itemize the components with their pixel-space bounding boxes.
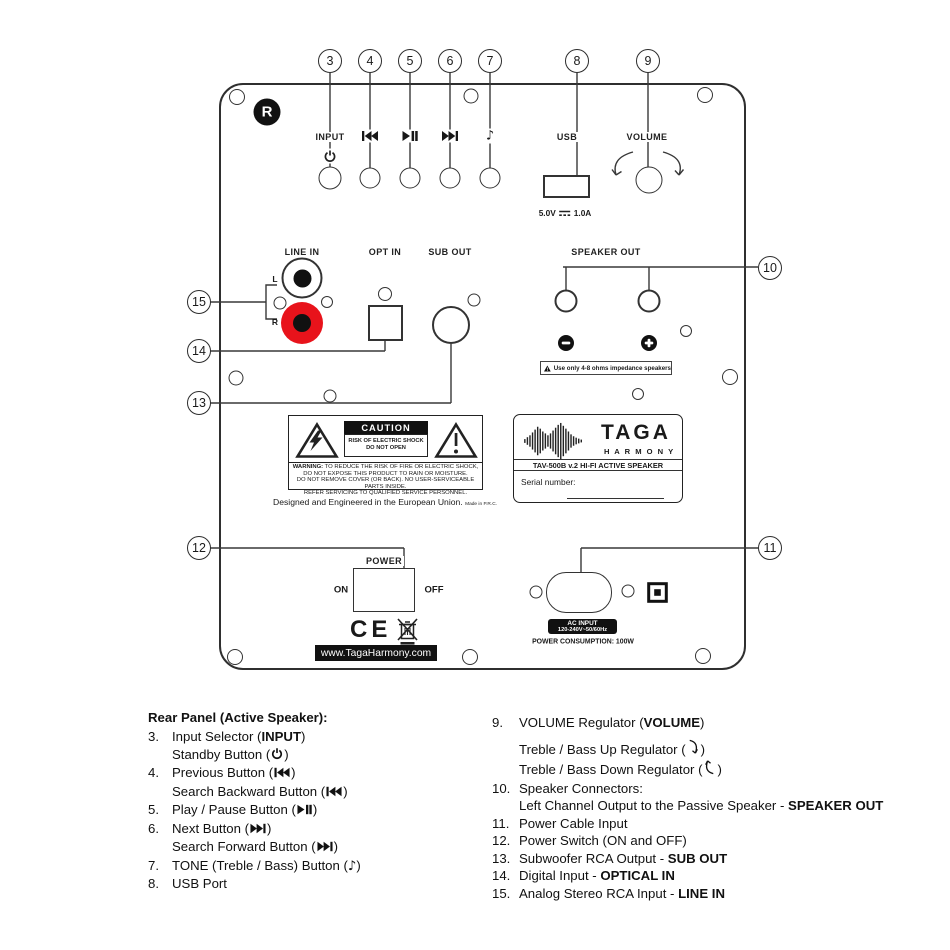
- play-pause-button: [400, 168, 421, 189]
- channel-l-label: L: [272, 274, 278, 284]
- sub-out-label: SUB OUT: [428, 247, 472, 257]
- screw-hole: [697, 87, 713, 103]
- legend-item-10b: Left Channel Output to the Passive Speaker - SPEAKER OUT: [519, 798, 884, 813]
- callout-14: 14: [187, 339, 211, 363]
- standby-icon: [323, 149, 338, 164]
- warning-triangle-icon: [544, 364, 551, 373]
- ac-input-label: [548, 619, 617, 634]
- registered-r-logo: R: [254, 99, 281, 126]
- caution-risk-line2: DO NOT OPEN: [366, 445, 406, 451]
- speaker-out-terminal-positive: [638, 290, 661, 313]
- callout-4: 4: [358, 49, 382, 73]
- legend-item-14: 14. Digital Input - OPTICAL IN: [492, 868, 675, 883]
- usb-power-rating: 5.0V 1.0A: [538, 208, 592, 218]
- inlet-screw-hole: [622, 585, 635, 598]
- volume-label: VOLUME: [626, 132, 668, 142]
- legend-item-8: 8. USB Port: [148, 876, 227, 891]
- legend-left-column: [148, 710, 488, 893]
- callout-3: 3: [318, 49, 342, 73]
- caution-title: CAUTION: [344, 421, 428, 434]
- caution-risk-box: [344, 434, 428, 457]
- screw-hole: [229, 89, 245, 105]
- ac-input-text: AC INPUT: [567, 619, 598, 627]
- previous-button: [360, 168, 381, 189]
- legend-item-search-back: Search Backward Button ( ): [148, 783, 488, 802]
- on-label: ON: [333, 584, 349, 596]
- next-button: [440, 168, 461, 189]
- legend-item-6: 6. Next Button ( ): [148, 820, 488, 839]
- legend-right-column: [492, 714, 942, 902]
- line-in-left-jack: [282, 258, 323, 299]
- next-icon: [440, 130, 461, 143]
- usb-label: USB: [556, 132, 578, 142]
- optical-in-port: [368, 305, 403, 341]
- previous-icon: [326, 784, 342, 802]
- power-consumption-label: POWER CONSUMPTION: 100W: [532, 638, 634, 646]
- screw-hole: [274, 297, 287, 310]
- speaker-out-terminal-negative: [555, 290, 578, 313]
- class2-insulation-icon: [647, 582, 668, 603]
- callout-7: 7: [478, 49, 502, 73]
- plus-terminal-icon: [641, 335, 658, 352]
- volume-knob: [636, 167, 663, 194]
- callout-5: 5: [398, 49, 422, 73]
- screw-hole: [722, 369, 738, 385]
- callout-8: 8: [565, 49, 589, 73]
- serial-number-line: [567, 498, 664, 499]
- legend-item-5: 5. Play / Pause Button ( ): [148, 801, 488, 820]
- legend-item-treble-down: Treble / Bass Down Regulator ( ): [492, 759, 942, 780]
- power-label: POWER: [365, 556, 403, 566]
- legend-item-13: 13. Subwoofer RCA Output - SUB OUT: [492, 850, 728, 866]
- screw-hole: [695, 648, 711, 664]
- legend-item-12: 12. Power Switch (ON and OFF): [492, 833, 687, 848]
- exclamation-triangle-icon: [434, 422, 478, 459]
- ce-mark: CE: [350, 616, 392, 643]
- minus-terminal-icon: [558, 335, 575, 352]
- legend-item-9: 9. VOLUME Regulator (VOLUME): [492, 715, 705, 730]
- impedance-warning: [540, 361, 672, 375]
- brand-tagline: H A R M O N Y: [604, 447, 675, 456]
- brand-label: [513, 414, 683, 503]
- caution-risk-line1: RISK OF ELECTRIC SHOCK: [348, 438, 424, 444]
- sub-out-jack: [432, 306, 470, 344]
- callout-15: 15: [187, 290, 211, 314]
- dc-symbol-icon: [559, 210, 571, 217]
- power-switch: [353, 568, 415, 612]
- line-in-label: LINE IN: [284, 247, 320, 257]
- screw-hole: [462, 649, 478, 665]
- legend-item-15: 15. Analog Stereo RCA Input - LINE IN: [492, 885, 725, 901]
- electric-shock-triangle-icon: [295, 422, 339, 459]
- designed-in-eu-text: Designed and Engineered in the European Union. Made in P.R.C.: [273, 497, 497, 507]
- made-in-prc-text: Made in P.R.C.: [465, 502, 497, 507]
- callout-13: 13: [187, 391, 211, 415]
- impedance-warning-text: Use only 4-8 ohms impedance speakers: [553, 364, 671, 372]
- callout-10: 10: [758, 256, 782, 280]
- input-label: INPUT: [315, 132, 345, 142]
- music-note-icon: ♪: [485, 128, 495, 144]
- serial-number-label: Serial number:: [521, 477, 576, 487]
- legend-item-11: 11. Power Cable Input: [492, 815, 628, 831]
- screw-hole: [324, 390, 337, 403]
- counterclockwise-arrow-icon: [703, 759, 716, 780]
- brand-name: TAGA: [601, 421, 671, 444]
- channel-r-label: R: [271, 317, 279, 327]
- brand-model: TAV-500B v.2 HI-FI ACTIVE SPEAKER: [514, 459, 682, 471]
- screw-hole: [229, 371, 244, 386]
- off-label: OFF: [424, 584, 444, 596]
- next-icon: [317, 839, 333, 857]
- screw-hole: [321, 296, 333, 308]
- callout-9: 9: [636, 49, 660, 73]
- legend-item-search-fwd: Search Forward Button ( ): [148, 838, 488, 857]
- previous-icon: [360, 130, 381, 143]
- usb-port: [543, 175, 590, 198]
- previous-icon: [274, 765, 290, 783]
- play-pause-icon: [297, 802, 312, 820]
- legend-item-7: 7. TONE (Treble / Bass) Button (♪): [148, 857, 361, 874]
- rca-center-pin: [293, 314, 311, 332]
- next-icon: [250, 821, 266, 839]
- screw-hole: [227, 649, 243, 665]
- callout-11: 11: [758, 536, 782, 560]
- input-standby-button: [319, 167, 342, 190]
- standby-icon: [271, 747, 283, 765]
- screw-hole: [464, 89, 479, 104]
- play-pause-icon: [400, 130, 420, 143]
- callout-6: 6: [438, 49, 462, 73]
- caution-divider: [289, 462, 482, 463]
- screw-hole: [378, 287, 392, 301]
- music-note-icon: ♪: [347, 858, 357, 874]
- ac-power-inlet: [546, 572, 612, 613]
- callout-12: 12: [187, 536, 211, 560]
- line-in-right-jack: [281, 302, 323, 344]
- caution-warning-text: WARNING: TO REDUCE THE RISK OF FIRE OR ELECTRIC SHOCK, DO NOT EXPOSE THIS PRODUCT TO RAIN OR MOISTURE. DO NOT REMOVE COVER (OR BACK). NO USER-SERVICEABLE PARTS INSIDE. REFER SERVICING TO QUALIFIED SERVICE PERSONNEL.: [292, 464, 479, 497]
- taga-waveform-logo: [520, 422, 600, 460]
- tone-button: [480, 168, 501, 189]
- inlet-screw-hole: [530, 586, 543, 599]
- weee-bin-icon: [396, 616, 419, 646]
- legend-item-treble-up: Treble / Bass Up Regulator ( ): [492, 739, 942, 760]
- legend-item-standby: Standby Button ( ): [148, 746, 488, 765]
- screw-hole: [468, 294, 481, 307]
- speaker-out-label: SPEAKER OUT: [571, 247, 641, 257]
- legend-title: Rear Panel (Active Speaker):: [148, 710, 328, 725]
- ac-rating-text: 120-240V~50/60Hz: [557, 626, 608, 633]
- opt-in-label: OPT IN: [368, 247, 402, 257]
- legend-item-4: 4. Previous Button ( ): [148, 764, 488, 783]
- screw-hole: [632, 388, 644, 400]
- legend-item-10: 10. Speaker Connectors:: [492, 780, 643, 796]
- clockwise-arrow-icon: [687, 739, 700, 760]
- screw-hole: [680, 325, 692, 337]
- rca-center-pin: [293, 269, 311, 287]
- website-bar: www.TagaHarmony.com: [315, 645, 437, 661]
- caution-label: [288, 415, 483, 497]
- legend-item-3: 3. Input Selector (INPUT): [148, 729, 306, 744]
